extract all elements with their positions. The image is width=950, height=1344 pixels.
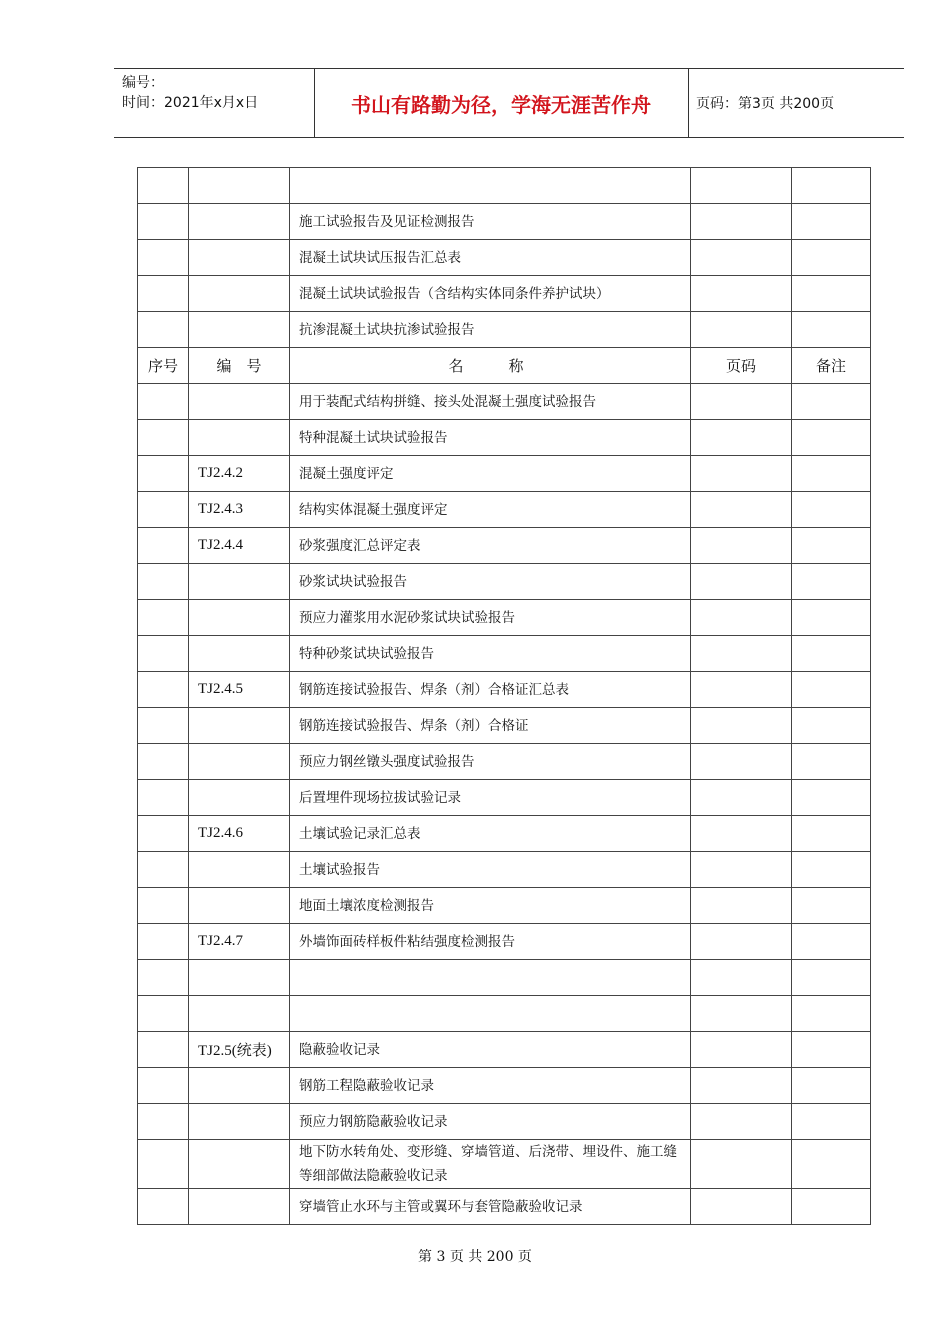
table-row bbox=[138, 600, 871, 636]
cell-name: 预应力钢丝镦头强度试验报告 bbox=[290, 744, 691, 780]
table-row bbox=[138, 1140, 871, 1189]
cell-seq bbox=[138, 924, 189, 960]
cell-page bbox=[691, 708, 792, 744]
table-row bbox=[138, 852, 871, 888]
table-body-before-header bbox=[138, 168, 871, 348]
cell-page bbox=[691, 1140, 792, 1189]
cell-code: TJ2.4.5 bbox=[189, 672, 290, 708]
cell-page bbox=[691, 636, 792, 672]
cell-code: TJ2.4.3 bbox=[189, 492, 290, 528]
cell-code: TJ2.4.6 bbox=[189, 816, 290, 852]
column-header-note: 备注 bbox=[792, 348, 871, 384]
cell-name: 特种砂浆试块试验报告 bbox=[290, 636, 691, 672]
cell-page bbox=[691, 492, 792, 528]
cell-note bbox=[792, 168, 871, 204]
cell-page bbox=[691, 816, 792, 852]
cell-page bbox=[691, 852, 792, 888]
cell-note bbox=[792, 636, 871, 672]
cell-note bbox=[792, 708, 871, 744]
cell-seq bbox=[138, 996, 189, 1032]
cell-page bbox=[691, 1032, 792, 1068]
cell-code bbox=[189, 600, 290, 636]
column-header-page: 页码 bbox=[691, 348, 792, 384]
cell-seq bbox=[138, 960, 189, 996]
cell-name: 用于装配式结构拼缝、接头处混凝土强度试验报告 bbox=[290, 384, 691, 420]
cell-code: TJ2.4.2 bbox=[189, 456, 290, 492]
cell-page bbox=[691, 924, 792, 960]
cell-seq bbox=[138, 204, 189, 240]
table-row bbox=[138, 1104, 871, 1140]
column-header-seq: 序号 bbox=[138, 348, 189, 384]
cell-code bbox=[189, 384, 290, 420]
cell-name bbox=[290, 996, 691, 1032]
cell-name: 预应力钢筋隐蔽验收记录 bbox=[290, 1104, 691, 1140]
cell-note bbox=[792, 456, 871, 492]
cell-name: 钢筋连接试验报告、焊条（剂）合格证 bbox=[290, 708, 691, 744]
cell-code: TJ2.4.7 bbox=[189, 924, 290, 960]
table-row bbox=[138, 780, 871, 816]
cell-code bbox=[189, 960, 290, 996]
column-header-name: 名 称 bbox=[290, 348, 691, 384]
cell-seq bbox=[138, 600, 189, 636]
cell-name bbox=[290, 168, 691, 204]
table-row bbox=[138, 312, 871, 348]
cell-code bbox=[189, 888, 290, 924]
cell-note bbox=[792, 996, 871, 1032]
cell-note bbox=[792, 1032, 871, 1068]
cell-page bbox=[691, 420, 792, 456]
cell-code bbox=[189, 276, 290, 312]
cell-name: 预应力灌浆用水泥砂浆试块试验报告 bbox=[290, 600, 691, 636]
table-body-after-header bbox=[138, 384, 871, 1225]
cell-note bbox=[792, 276, 871, 312]
cell-note bbox=[792, 960, 871, 996]
cell-code bbox=[189, 1140, 290, 1189]
column-header-code: 编 号 bbox=[189, 348, 290, 384]
table-row bbox=[138, 924, 871, 960]
table-row bbox=[138, 276, 871, 312]
cell-code bbox=[189, 312, 290, 348]
table-row bbox=[138, 1068, 871, 1104]
table-row bbox=[138, 744, 871, 780]
cell-page bbox=[691, 312, 792, 348]
cell-seq bbox=[138, 276, 189, 312]
cell-name: 钢筋连接试验报告、焊条（剂）合格证汇总表 bbox=[290, 672, 691, 708]
cell-page bbox=[691, 1104, 792, 1140]
cell-note bbox=[792, 888, 871, 924]
cell-note bbox=[792, 780, 871, 816]
cell-note bbox=[792, 204, 871, 240]
cell-name: 土壤试验记录汇总表 bbox=[290, 816, 691, 852]
cell-page bbox=[691, 456, 792, 492]
cell-note bbox=[792, 1068, 871, 1104]
cell-name: 地面土壤浓度检测报告 bbox=[290, 888, 691, 924]
cell-seq bbox=[138, 456, 189, 492]
cell-seq bbox=[138, 1068, 189, 1104]
page-footer: 第 3 页 共 200 页 bbox=[418, 1249, 532, 1265]
cell-note bbox=[792, 312, 871, 348]
cell-page bbox=[691, 1189, 792, 1225]
cell-note bbox=[792, 1140, 871, 1189]
table-header-group bbox=[138, 348, 871, 384]
cell-page bbox=[691, 276, 792, 312]
cell-code bbox=[189, 1189, 290, 1225]
cell-page bbox=[691, 564, 792, 600]
cell-code bbox=[189, 744, 290, 780]
cell-page bbox=[691, 204, 792, 240]
cell-code bbox=[189, 780, 290, 816]
cell-name: 外墙饰面砖样板件粘结强度检测报告 bbox=[290, 924, 691, 960]
cell-seq bbox=[138, 672, 189, 708]
cell-seq bbox=[138, 240, 189, 276]
cell-page bbox=[691, 168, 792, 204]
cell-seq bbox=[138, 636, 189, 672]
cell-name: 特种混凝土试块试验报告 bbox=[290, 420, 691, 456]
table-row bbox=[138, 816, 871, 852]
cell-seq bbox=[138, 564, 189, 600]
cell-page bbox=[691, 384, 792, 420]
cell-note bbox=[792, 744, 871, 780]
cell-seq bbox=[138, 708, 189, 744]
cell-name: 穿墙管止水环与主管或翼环与套管隐蔽验收记录 bbox=[290, 1189, 691, 1225]
cell-name: 混凝土试块试压报告汇总表 bbox=[290, 240, 691, 276]
cell-seq bbox=[138, 852, 189, 888]
table-row bbox=[138, 168, 871, 204]
document-index-table bbox=[137, 167, 871, 1225]
table-row bbox=[138, 1032, 871, 1068]
header-motto: 书山有路勤为径，学海无涯苦作舟 bbox=[351, 92, 651, 117]
cell-code bbox=[189, 852, 290, 888]
cell-name bbox=[290, 960, 691, 996]
cell-note bbox=[792, 924, 871, 960]
cell-code: TJ2.4.4 bbox=[189, 528, 290, 564]
cell-code: TJ2.5(统表) bbox=[189, 1032, 290, 1068]
table-row bbox=[138, 708, 871, 744]
cell-seq bbox=[138, 528, 189, 564]
cell-seq bbox=[138, 384, 189, 420]
cell-seq bbox=[138, 744, 189, 780]
cell-page bbox=[691, 528, 792, 564]
cell-page bbox=[691, 780, 792, 816]
table-row bbox=[138, 384, 871, 420]
cell-seq bbox=[138, 816, 189, 852]
header-number-label: 编号： bbox=[122, 75, 164, 91]
cell-name: 土壤试验报告 bbox=[290, 852, 691, 888]
cell-note bbox=[792, 852, 871, 888]
cell-code bbox=[189, 168, 290, 204]
cell-page bbox=[691, 600, 792, 636]
cell-name: 混凝土试块试验报告（含结构实体同条件养护试块） bbox=[290, 276, 691, 312]
cell-seq bbox=[138, 1032, 189, 1068]
cell-seq bbox=[138, 420, 189, 456]
cell-page bbox=[691, 888, 792, 924]
header-meta bbox=[122, 73, 258, 113]
cell-name: 钢筋工程隐蔽验收记录 bbox=[290, 1068, 691, 1104]
cell-name: 地下防水转角处、变形缝、穿墙管道、后浇带、埋设件、施工缝等细部做法隐蔽验收记录 bbox=[290, 1140, 691, 1189]
table-row bbox=[138, 672, 871, 708]
cell-note bbox=[792, 672, 871, 708]
table-row bbox=[138, 564, 871, 600]
cell-note bbox=[792, 816, 871, 852]
table-row bbox=[138, 240, 871, 276]
table-row bbox=[138, 420, 871, 456]
table-row bbox=[138, 636, 871, 672]
cell-page bbox=[691, 744, 792, 780]
cell-note bbox=[792, 384, 871, 420]
cell-seq bbox=[138, 1140, 189, 1189]
cell-code bbox=[189, 564, 290, 600]
cell-name: 结构实体混凝土强度评定 bbox=[290, 492, 691, 528]
cell-code bbox=[189, 204, 290, 240]
cell-code bbox=[189, 636, 290, 672]
cell-page bbox=[691, 240, 792, 276]
cell-seq bbox=[138, 1189, 189, 1225]
cell-name: 抗渗混凝土试块抗渗试验报告 bbox=[290, 312, 691, 348]
cell-note bbox=[792, 564, 871, 600]
table-row bbox=[138, 492, 871, 528]
cell-code bbox=[189, 1104, 290, 1140]
cell-name: 砂浆试块试验报告 bbox=[290, 564, 691, 600]
table-row bbox=[138, 1189, 871, 1225]
cell-code bbox=[189, 996, 290, 1032]
cell-code bbox=[189, 420, 290, 456]
cell-code bbox=[189, 1068, 290, 1104]
cell-name: 隐蔽验收记录 bbox=[290, 1032, 691, 1068]
cell-name: 施工试验报告及见证检测报告 bbox=[290, 204, 691, 240]
cell-name: 砂浆强度汇总评定表 bbox=[290, 528, 691, 564]
table-row bbox=[138, 888, 871, 924]
cell-note bbox=[792, 240, 871, 276]
cell-seq bbox=[138, 168, 189, 204]
header-page-info: 页码：第3页 共200页 bbox=[696, 96, 835, 112]
table-row bbox=[138, 996, 871, 1032]
table-row bbox=[138, 960, 871, 996]
cell-seq bbox=[138, 780, 189, 816]
header-divider bbox=[688, 69, 689, 137]
cell-code bbox=[189, 708, 290, 744]
cell-name: 混凝土强度评定 bbox=[290, 456, 691, 492]
table-row bbox=[138, 204, 871, 240]
cell-note bbox=[792, 1189, 871, 1225]
cell-name: 后置埋件现场拉拔试验记录 bbox=[290, 780, 691, 816]
cell-page bbox=[691, 960, 792, 996]
cell-note bbox=[792, 420, 871, 456]
cell-page bbox=[691, 996, 792, 1032]
cell-code bbox=[189, 240, 290, 276]
table-row bbox=[138, 456, 871, 492]
cell-page bbox=[691, 1068, 792, 1104]
cell-note bbox=[792, 600, 871, 636]
cell-seq bbox=[138, 492, 189, 528]
cell-note bbox=[792, 1104, 871, 1140]
cell-seq bbox=[138, 1104, 189, 1140]
table-row bbox=[138, 528, 871, 564]
page-header bbox=[114, 68, 904, 138]
cell-page bbox=[691, 672, 792, 708]
cell-note bbox=[792, 528, 871, 564]
cell-seq bbox=[138, 888, 189, 924]
cell-note bbox=[792, 492, 871, 528]
header-time-label: 时间：2021年x月x日 bbox=[122, 95, 259, 111]
cell-seq bbox=[138, 312, 189, 348]
table-header-row bbox=[138, 348, 871, 384]
